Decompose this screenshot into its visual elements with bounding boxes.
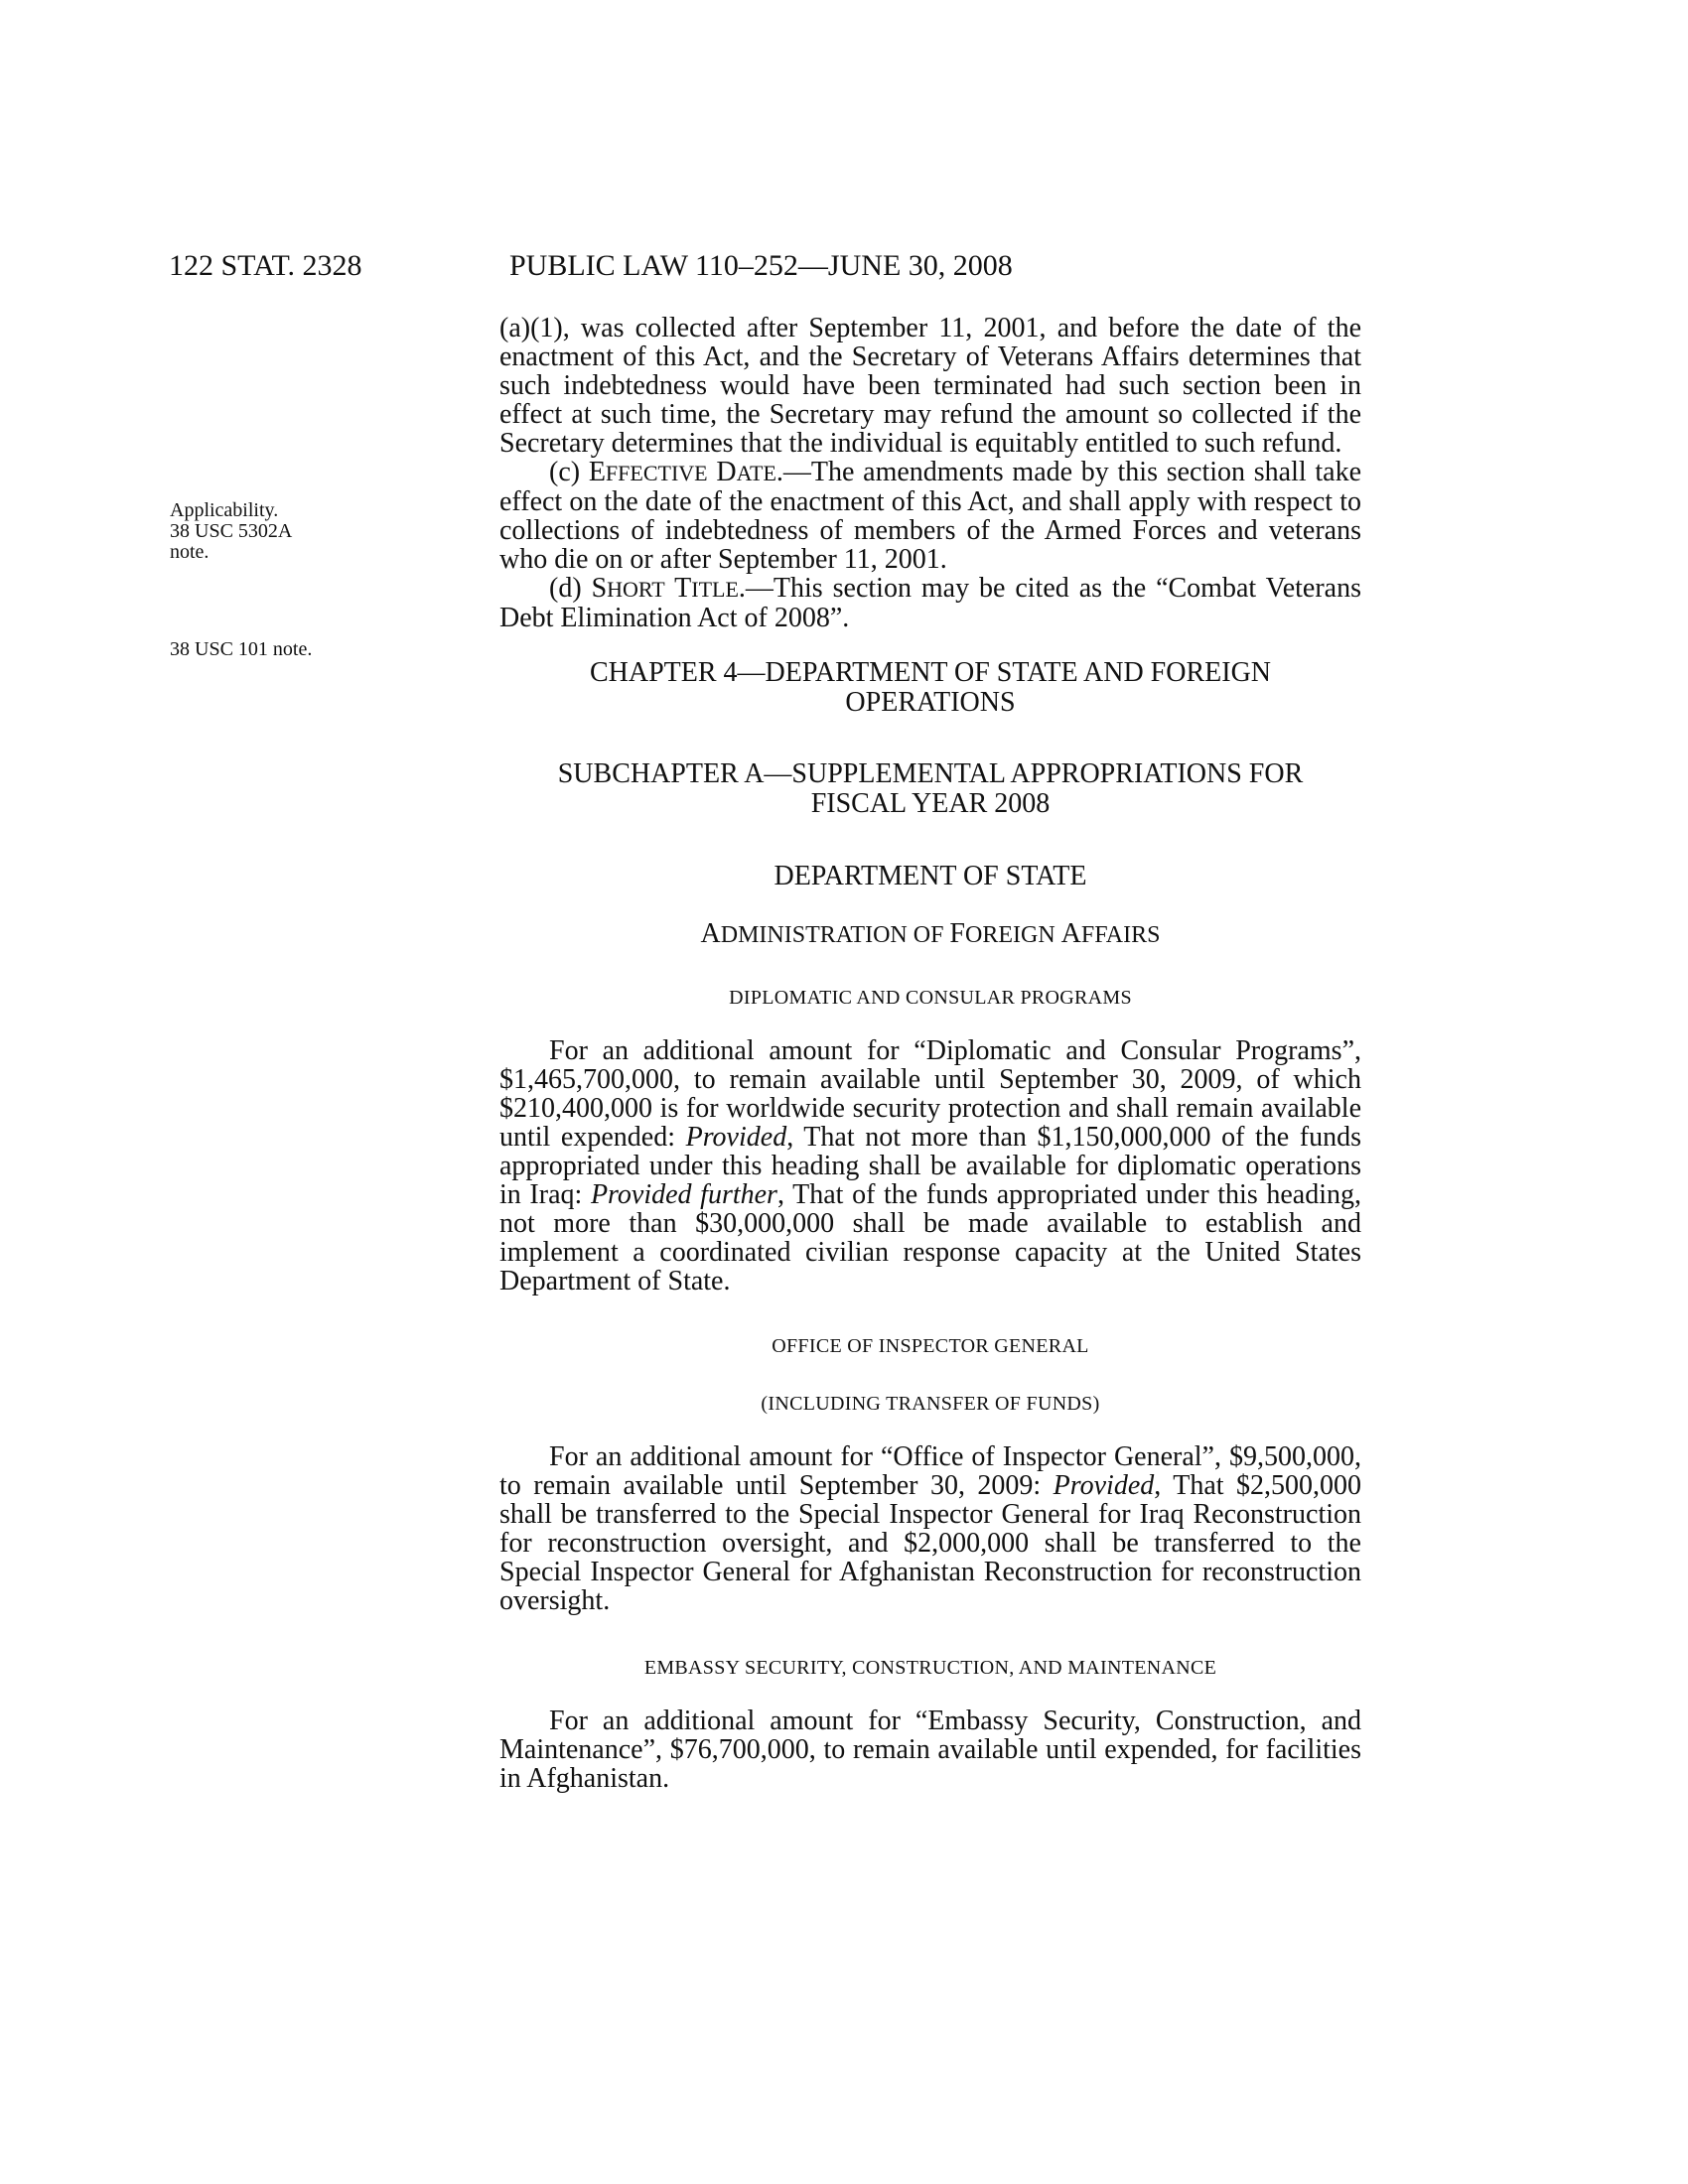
oig-proviso: Provided bbox=[1053, 1470, 1155, 1501]
short-title-paragraph bbox=[499, 574, 1361, 632]
effective-date-prefix: (c) bbox=[549, 457, 589, 487]
effective-date-paragraph bbox=[499, 458, 1361, 574]
margin-note-applicability bbox=[170, 500, 329, 563]
dcp-text-2: , That not more than $1,150,000,000 of the funds appropriated under this heading shall be available for diplomatic operations in Iraq: bbox=[499, 1122, 1362, 1210]
page-header bbox=[169, 246, 1221, 286]
margin-note-short-title: 38 USC 101 note. bbox=[170, 638, 313, 660]
department-heading: DEPARTMENT OF STATE bbox=[774, 861, 1087, 891]
diplomatic-programs-paragraph bbox=[499, 1036, 1361, 1296]
admin-heading-part: F bbox=[949, 918, 965, 949]
body-column bbox=[499, 314, 1361, 1793]
margin-note-line: note. bbox=[170, 541, 210, 563]
short-title-heading-2a: T bbox=[674, 573, 692, 604]
effective-date-heading-1b: FFECTIVE bbox=[605, 461, 708, 485]
stat-page-number: 122 STAT. 2328 bbox=[169, 249, 362, 282]
effective-date-text: .—The amendments made by this section shall take effect on the date of the enactment of this Act, and shall apply with respect to collections of indebtedness of members of the Armed Forces and veterans who die on or after September 11, 2001. bbox=[499, 457, 1362, 575]
dcp-text-3: , That of the funds appropriated under this heading, not more than $30,000,000 shall be made available to establish and implement a coordinated civilian response capacity at the United States Department of State. bbox=[499, 1179, 1362, 1297]
short-title-prefix: (d) bbox=[549, 573, 592, 604]
administration-heading bbox=[499, 920, 1361, 949]
embassy-security-heading: EMBASSY SECURITY, CONSTRUCTION, AND MAINTENANCE bbox=[643, 1657, 1217, 1679]
transfer-of-funds-heading: (INCLUDING TRANSFER OF FUNDS) bbox=[761, 1393, 1100, 1415]
chapter-heading: CHAPTER 4—DEPARTMENT OF STATE AND FOREIGN OPERATIONS bbox=[589, 657, 1272, 718]
oig-text-1: For an additional amount for “Office of Inspector General”, $9,500,000, to remain available until September 30, 2009: bbox=[499, 1441, 1361, 1501]
dcp-proviso-2: Provided further bbox=[590, 1179, 777, 1210]
inspector-general-paragraph bbox=[499, 1442, 1361, 1615]
oig-text-2: , That $2,500,000 shall be transferred to the Special Inspector General for Iraq Reconstruction for reconstruction oversight, and $2,000,000 shall be transferred to the Special Inspector General for Afghanistan Reconstruction for reconstruction oversight. bbox=[499, 1470, 1361, 1616]
margin-note-line: Applicability. bbox=[170, 499, 279, 521]
admin-heading-part: FFAIRS bbox=[1080, 922, 1161, 948]
effective-date-heading-2b: ATE bbox=[736, 461, 776, 485]
subchapter-heading: SUBCHAPTER A—SUPPLEMENTAL APPROPRIATIONS FOR FISCAL YEAR 2008 bbox=[557, 758, 1304, 819]
dcp-text-1: For an additional amount for “Diplomatic and Consular Programs”, $1,465,700,000, to remain available until September 30, 2009, of which $210,400,000 is for worldwide security protection and shall remain available until expended: bbox=[499, 1035, 1361, 1153]
dcp-proviso-1: Provided bbox=[685, 1122, 787, 1153]
margin-note-line: 38 USC 5302A bbox=[170, 520, 293, 542]
short-title-heading-1a: S bbox=[591, 573, 608, 604]
admin-heading-part: A bbox=[700, 918, 721, 949]
public-law-title: PUBLIC LAW 110–252—JUNE 30, 2008 bbox=[509, 249, 1013, 282]
effective-date-heading-2a: D bbox=[716, 457, 737, 487]
embassy-security-paragraph: For an additional amount for “Embassy Security, Construction, and Maintenance”, $76,700,000, to remain available until expended, for facilities in Afghanistan. bbox=[499, 1706, 1361, 1794]
inspector-general-heading: OFFICE OF INSPECTOR GENERAL bbox=[772, 1335, 1089, 1357]
admin-heading-part: DMINISTRATION OF bbox=[720, 922, 950, 948]
short-title-heading-2b: ITLE bbox=[691, 577, 739, 602]
effective-date-heading-1a: E bbox=[588, 457, 606, 487]
short-title-heading-1b: HORT bbox=[607, 577, 665, 602]
short-title-text: .—This section may be cited as the “Combat Veterans Debt Elimination Act of 2008”. bbox=[499, 573, 1361, 633]
admin-heading-part: OREIGN bbox=[965, 922, 1061, 948]
continued-paragraph: (a)(1), was collected after September 11, 2001, and before the date of the enactment of this Act, and the Secretary of Veterans Affairs determines that such indebtedness would have been terminated had such section been in effect at such time, the Secretary may refund the amount so collected if the Secretary determines that the individual is equitably entitled to such refund. bbox=[499, 313, 1361, 459]
diplomatic-programs-heading: DIPLOMATIC AND CONSULAR PROGRAMS bbox=[729, 987, 1132, 1009]
admin-heading-part: A bbox=[1060, 918, 1081, 949]
